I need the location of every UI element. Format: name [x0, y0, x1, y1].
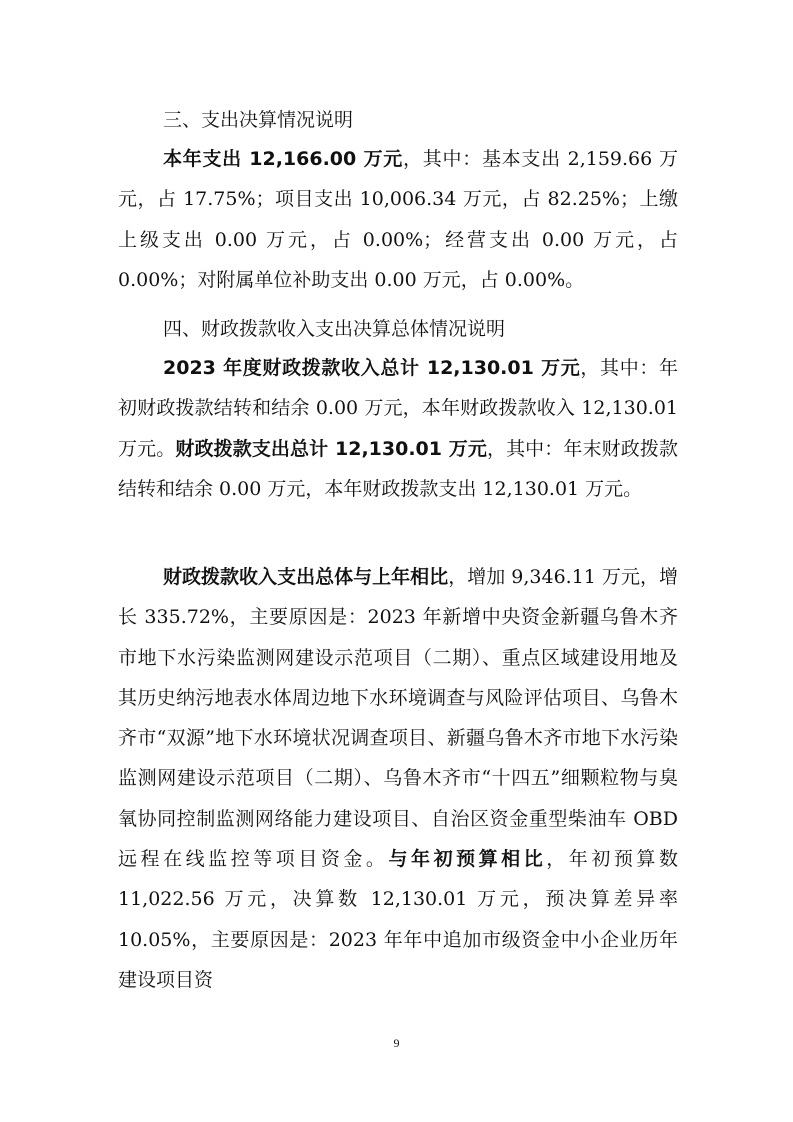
section-heading-expenditure: 三、支出决算情况说明 — [163, 109, 354, 131]
fiscal-income-detail-text: ，其中：年初财政拨款结转和结余 0.00 万元，本年财政拨款收入 12,130.01 万元。 — [118, 357, 678, 460]
compare-budget-text: ，年初预算数 11,022.56 万元，决算数 12,130.01 万元，预决算差异率 10.05%，主要原因是：2023 年年中追加市级资金中小企业历年建设项目资 — [118, 848, 678, 991]
compare-last-year-text: ，增加 9,346.11 万元，增长 335.72%，主要原因是：2023 年新增中央资金新疆乌鲁木齐市地下水污染监测网建设示范项目（二期）、重点区域建设用地及其历史纳污地表水体周边地下水环境调查与风险评估项目、乌鲁木齐市“双源”地下水环境状况调查项目、新疆乌鲁木齐市地下水污染监测网建设示范项目（二期）、乌鲁木齐市“十四五”细颗粒物与臭氧协同控制监测网络能力建设项目、自治区资金重型柴油车 OBD 远程在线监控等项目资金。 — [118, 566, 678, 871]
bold-fiscal-income-total: 2023 年度财政拨款收入总计 12,130.01 万元 — [163, 357, 581, 379]
paragraph-fiscal-totals — [118, 348, 678, 509]
page-number: 9 — [393, 1036, 400, 1050]
bold-compare-last-year: 财政拨款收入支出总体与上年相比 — [163, 566, 449, 588]
fiscal-expenditure-detail-text: ，其中：年末财政拨款结转和结余 0.00 万元，本年财政拨款支出 12,130.01 万元。 — [118, 437, 678, 500]
paragraph-expenditure-summary — [118, 139, 678, 300]
bold-fiscal-expenditure-total: 财政拨款支出总计 12,130.01 万元 — [175, 437, 487, 460]
expenditure-breakdown-text: ，其中：基本支出 2,159.66 万元，占 17.75%；项目支出 10,006.34 万元，占 82.25%；上缴上级支出 0.00 万元，占 0.00%；经营支出 0.00 万元，占 0.00%；对附属单位补助支出 0.00 万元，占 0.00%。 — [118, 148, 678, 291]
bold-compare-budget: 与年初预算相比 — [388, 848, 547, 871]
bold-total-expenditure: 本年支出 12,166.00 万元 — [163, 148, 404, 170]
paragraph-year-comparison — [118, 557, 678, 1000]
section-heading-fiscal-appropriation: 四、财政拨款收入支出决算总体情况说明 — [163, 318, 506, 340]
